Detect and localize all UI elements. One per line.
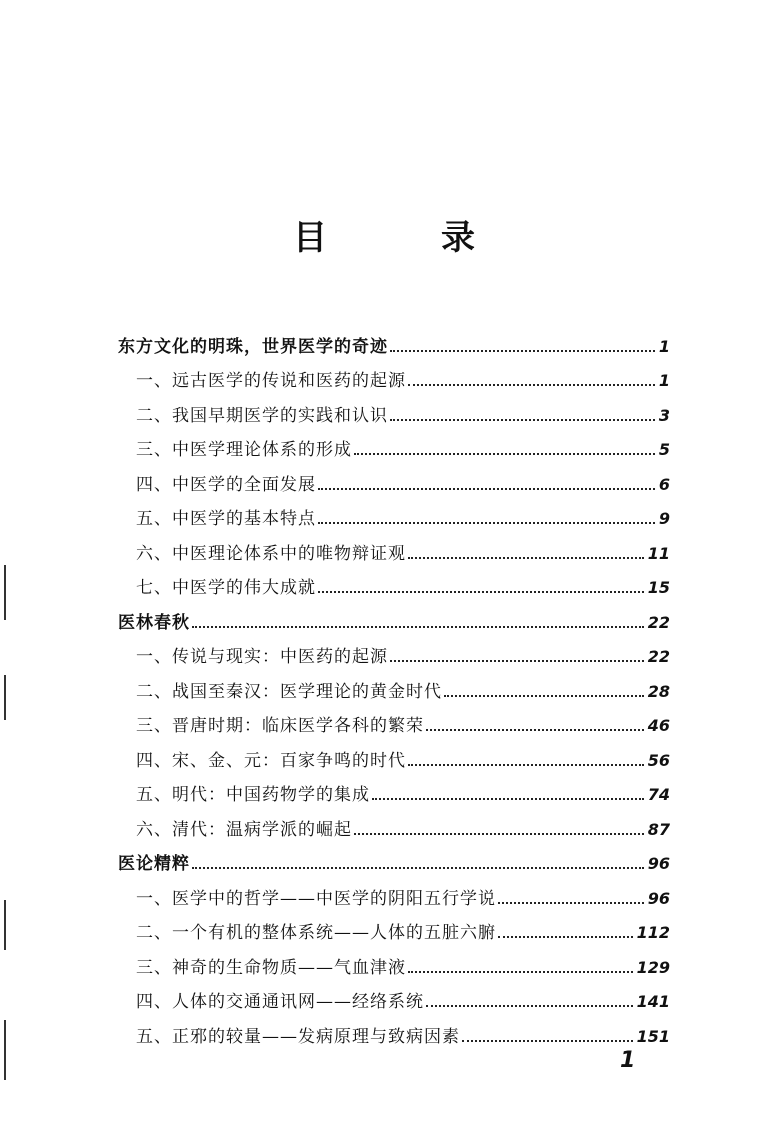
- toc-section-label: 医论精粹: [118, 854, 190, 874]
- toc-item[interactable]: [118, 737, 670, 772]
- toc-page-number: 22: [647, 612, 670, 632]
- table-of-contents: [118, 323, 670, 1048]
- toc-page-number: 112: [636, 923, 670, 942]
- toc-item[interactable]: [118, 1013, 670, 1048]
- toc-item-label: 五、正邪的较量——发病原理与致病因素: [136, 1026, 460, 1047]
- dot-leader: [192, 626, 644, 628]
- dot-leader: [426, 1005, 633, 1007]
- footer-page-number: 1: [620, 1048, 636, 1073]
- toc-item-label: 六、清代：温病学派的崛起: [136, 819, 352, 840]
- toc-item-label: 七、中医学的伟大成就: [136, 578, 316, 598]
- toc-item-label: 一、医学中的哲学——中医学的阴阳五行学说: [136, 888, 496, 909]
- dot-leader: [408, 557, 644, 559]
- dot-leader: [192, 867, 644, 869]
- dot-leader: [390, 350, 655, 352]
- toc-section-label: 医林春秋: [118, 612, 190, 633]
- toc-item[interactable]: [118, 668, 670, 703]
- toc-item-label: 三、晋唐时期：临床医学各科的繁荣: [136, 716, 424, 736]
- page-title: 目 录: [293, 218, 515, 258]
- toc-item[interactable]: [118, 392, 670, 427]
- dot-leader: [318, 522, 655, 524]
- dot-leader: [408, 764, 644, 766]
- toc-item[interactable]: [118, 461, 670, 496]
- dot-leader: [390, 660, 644, 662]
- toc-page-number: 96: [647, 888, 670, 908]
- scan-edge-mark: [4, 675, 6, 720]
- dot-leader: [444, 695, 644, 697]
- toc-item-label: 二、一个有机的整体系统——人体的五脏六腑: [136, 923, 496, 943]
- toc-item[interactable]: [118, 496, 670, 531]
- toc-item[interactable]: [118, 634, 670, 669]
- dot-leader: [426, 729, 644, 731]
- toc-page-number: 28: [647, 681, 670, 701]
- toc-item[interactable]: [118, 358, 670, 393]
- toc-page-number: 1: [658, 371, 670, 390]
- scan-edge-mark: [4, 565, 6, 620]
- toc-page-number: 46: [647, 716, 670, 735]
- toc-page-number: 129: [636, 957, 670, 977]
- toc-item-label: 四、中医学的全面发展: [136, 474, 316, 495]
- toc-item[interactable]: [118, 806, 670, 841]
- toc-page-number: 56: [647, 750, 670, 770]
- toc-page-number: 6: [658, 474, 670, 494]
- toc-section-label: 东方文化的明珠，世界医学的奇迹: [118, 336, 388, 357]
- toc-item-label: 四、人体的交通通讯网——经络系统: [136, 992, 424, 1012]
- toc-item[interactable]: [118, 703, 670, 738]
- toc-item[interactable]: [118, 530, 670, 565]
- dot-leader: [372, 798, 644, 800]
- toc-item-label: 三、中医学理论体系的形成: [136, 440, 352, 460]
- toc-page-number: 9: [658, 509, 670, 528]
- dot-leader: [498, 936, 633, 938]
- toc-item[interactable]: [118, 944, 670, 979]
- toc-section-3[interactable]: [118, 841, 670, 876]
- toc-page-number: 15: [647, 578, 670, 597]
- toc-page-number: 22: [647, 647, 670, 666]
- toc-page-number: 1: [658, 336, 670, 356]
- dot-leader: [318, 488, 655, 490]
- toc-item[interactable]: [118, 565, 670, 600]
- toc-page-number: 5: [658, 440, 670, 459]
- toc-item-label: 一、传说与现实：中医药的起源: [136, 647, 388, 667]
- dot-leader: [498, 902, 644, 904]
- toc-item-label: 三、神奇的生命物质——气血津液: [136, 957, 406, 978]
- scan-edge-mark: [4, 900, 6, 950]
- toc-section-1[interactable]: [118, 323, 670, 358]
- toc-section-2[interactable]: [118, 599, 670, 634]
- toc-item[interactable]: [118, 979, 670, 1014]
- toc-item-label: 二、战国至秦汉：医学理论的黄金时代: [136, 681, 442, 702]
- toc-item-label: 一、远古医学的传说和医药的起源: [136, 371, 406, 391]
- toc-item[interactable]: [118, 875, 670, 910]
- toc-item[interactable]: [118, 910, 670, 945]
- toc-item[interactable]: [118, 427, 670, 462]
- dot-leader: [462, 1040, 633, 1042]
- toc-page-number: 11: [647, 543, 670, 563]
- dot-leader: [318, 591, 644, 593]
- toc-page-number: 141: [636, 992, 670, 1011]
- toc-page-number: 87: [647, 819, 670, 839]
- dot-leader: [354, 833, 644, 835]
- dot-leader: [390, 419, 655, 421]
- dot-leader: [408, 971, 633, 973]
- toc-item[interactable]: [118, 772, 670, 807]
- toc-item-label: 五、中医学的基本特点: [136, 509, 316, 529]
- dot-leader: [354, 453, 655, 455]
- toc-page-number: 3: [658, 405, 670, 425]
- toc-item-label: 四、宋、金、元：百家争鸣的时代: [136, 750, 406, 771]
- toc-item-label: 六、中医理论体系中的唯物辩证观: [136, 543, 406, 564]
- toc-page-number: 74: [647, 785, 670, 804]
- dot-leader: [408, 384, 655, 386]
- toc-page-number: 96: [647, 854, 670, 873]
- toc-item-label: 五、明代：中国药物学的集成: [136, 785, 370, 805]
- toc-item-label: 二、我国早期医学的实践和认识: [136, 405, 388, 426]
- scan-edge-mark: [4, 1020, 6, 1080]
- toc-page-number: 151: [636, 1026, 670, 1046]
